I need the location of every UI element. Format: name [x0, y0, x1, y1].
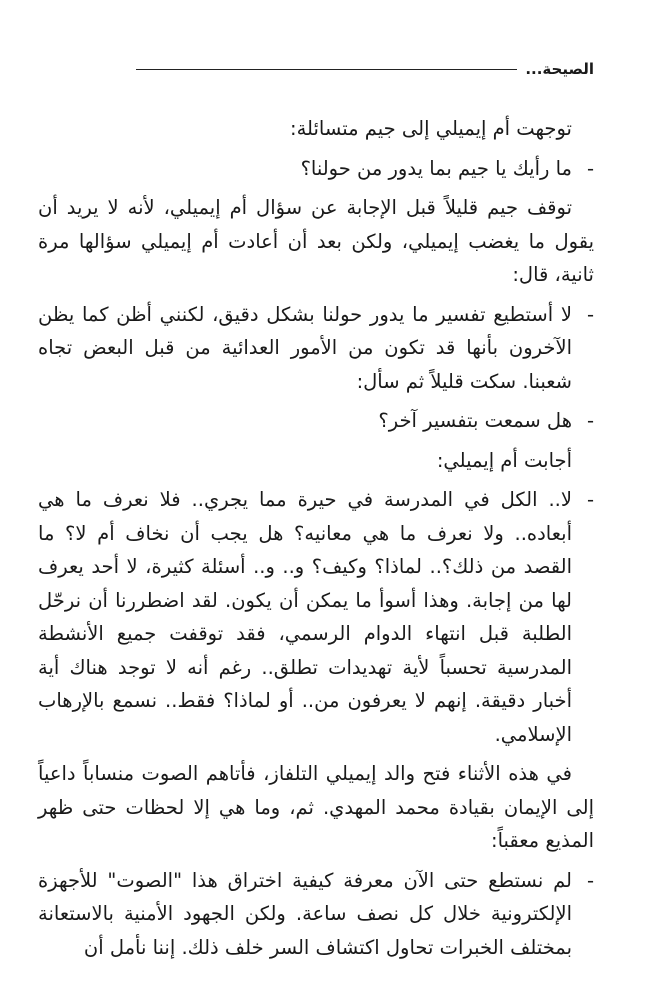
dialogue-line — [38, 298, 594, 405]
dialogue-line — [38, 864, 594, 971]
dialogue-dash: - — [586, 868, 594, 892]
paragraph: توقف جيم قليلاً قبل الإجابة عن سؤال أم إيميلي، لأنه لا يريد أن يقول ما يغضب إيميلي، ولكن بعد أن أعادت أم إيميلي سؤالها مرة ثانية، قال: — [38, 196, 594, 286]
dialogue-dash: - — [586, 488, 594, 511]
page-body — [38, 112, 594, 970]
dialogue-dash: - — [586, 409, 594, 432]
dialogue-line — [38, 404, 594, 444]
dialogue-text: لم نستطع حتى الآن معرفة كيفية اختراق هذا "الصوت" للأجهزة الإلكترونية خلال كل نصف ساعة. ولكن الجهود الأمنية بالاستعانة بمختلف الخبرات تحاول اكتشاف السر خلف ذلك. إننا نأمل أن — [38, 868, 572, 959]
paragraph: أجابت أم إيميلي: — [436, 448, 572, 472]
dialogue-text: ما رأيك يا جيم بما يدور من حولنا؟ — [300, 156, 572, 180]
dialogue-text: لا أستطيع تفسير ما يدور حولنا بشكل دقيق، لكنني أظن كما يظن الآخرون بأنها قد تكون من الأمور العدائية من قبل البعض تجاه شعبنا. سكت قليلاً ثم سأل: — [38, 302, 572, 393]
chapter-title: الصيحة... — [525, 60, 594, 78]
running-header — [136, 56, 594, 82]
dialogue-line — [38, 152, 594, 192]
paragraph: توجهت أم إيميلي إلى جيم متسائلة: — [290, 117, 572, 140]
dialogue-line — [38, 483, 594, 757]
dialogue-dash: - — [586, 156, 594, 180]
dialogue-dash: - — [586, 302, 594, 326]
dialogue-text: هل سمعت بتفسير آخر؟ — [378, 409, 572, 432]
header-rule — [136, 69, 517, 70]
dialogue-text: لا.. الكل في المدرسة في حيرة مما يجري.. فلا نعرف ما هي أبعاده.. ولا نعرف ما هي معانيه؟ هل يجب أن نخاف أم لا؟ ما القصد من ذلك؟.. لماذا؟ وكيف؟ و.. و.. أسئلة كثيرة، لا أحد يعرف لها من إجابة. وهذا أسوأ ما يمكن أن يكون. لقد اضطررنا أن نرحّل الطلبة قبل انتهاء الدوام الرسمي، فقد توقفت جميع الأنشطة المدرسية تحسباً لأية تهديدات تطلق.. رغم أنه لا توجد هناك أية أخبار دقيقة. إنهم لا يعرفون من.. أو لماذا؟ فقط.. نسمع بالإرهاب الإسلامي. — [38, 488, 572, 746]
paragraph: في هذه الأثناء فتح والد إيميلي التلفاز، فأتاهم الصوت منساباً داعياً إلى الإيمان بقيادة محمد المهدي. ثم، وما هي إلا لحظات حتى ظهر المذيع معقباً: — [38, 762, 594, 852]
